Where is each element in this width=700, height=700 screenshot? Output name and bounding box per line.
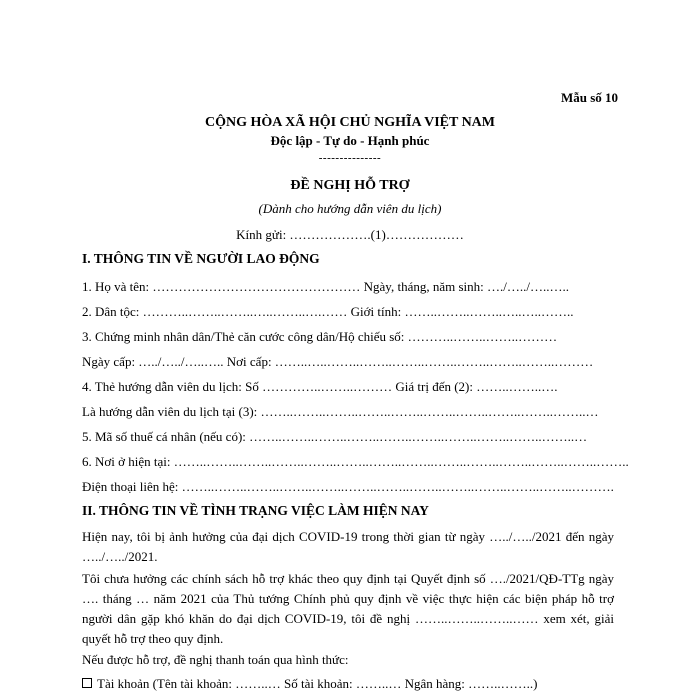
field-id-document: 3. Chứng minh nhân dân/Thẻ căn cước công dân/Hộ chiếu số: ………..……..……..……… (82, 329, 558, 344)
field-residence: 6. Nơi ở hiện tại: ……..……..……..……..……..……..……..……..……..……..……..……..……..…….. (82, 454, 629, 469)
field-issue-date-place: Ngày cấp: …../…../…..….. Nơi cấp: ……..…..……..……..……..……..……..……..……..……… (82, 354, 594, 369)
national-title: CỘNG HÒA XÃ HỘI CHỦ NGHĨA VIỆT NAM (204, 115, 495, 130)
form-number: Mẫu số 10 (560, 90, 618, 105)
field-phone: Điện thoại liên hệ: ……..……..……..……..……..……..……..……..……..……..……..……..………. (82, 479, 614, 494)
bank-account-checkbox[interactable] (82, 678, 92, 688)
bank-account-label: Tài khoản (Tên tài khoản: ……..… Số tài khoản: ……..… Ngân hàng: ……..……..) (97, 676, 538, 691)
support-request-paragraph: Tôi chưa hưởng các chính sách hỗ trợ khác theo quy định tại Quyết định số …./2021/QĐ-TTg ngày …. tháng … năm 2021 của Thủ tướng Chính phủ quy định về việc thực hiện các biện pháp hỗ trợ người dân gặp khó khăn do đại dịch COVID-19, tôi đề nghị ……..……..……..…… xem xét, giải quyết hỗ trợ theo quy định. (82, 571, 614, 646)
field-name-dob: 1. Họ và tên: ………………………………………… Ngày, tháng, năm sinh: …./…../…..….. (82, 279, 569, 294)
covid-impact-paragraph: Hiện nay, tôi bị ảnh hưởng của đại dịch COVID-19 trong thời gian từ ngày …../…../2021 đến ngày …../…../2021. (82, 529, 614, 564)
header-rule: --------------- (318, 152, 382, 164)
bank-account-option[interactable] (82, 676, 537, 692)
field-guide-card: 4. Thẻ hướng dẫn viên du lịch: Số …………..……..……… Giá trị đến (2): ……..……..…. (82, 379, 558, 394)
national-motto: Độc lập - Tự do - Hạnh phúc (270, 133, 430, 148)
document-subtitle: (Dành cho hướng dẫn viên du lịch) (258, 201, 442, 216)
field-guide-location: Là hướng dẫn viên du lịch tại (3): ……..……..……..……..……..……..……..……..……..……..… (82, 404, 599, 419)
section-1-heading: I. THÔNG TIN VỀ NGƯỜI LAO ĐỘNG (82, 251, 320, 266)
field-ethnicity-gender: 2. Dân tộc: ………..……..……..…..……..….…… Giới tính: ……..……..……..…..…..…….. (82, 304, 574, 319)
document-title: ĐỀ NGHỊ HỖ TRỢ (290, 178, 410, 193)
payment-method-intro: Nếu được hỗ trợ, đề nghị thanh toán qua hình thức: (82, 652, 349, 667)
field-tax-code: 5. Mã số thuế cá nhân (nếu có): ……..……..……..……..……..……..……..……..……..……..… (82, 429, 588, 444)
recipient-line: Kính gửi: ……………….(1)……………… (236, 227, 464, 242)
section-2-heading: II. THÔNG TIN VỀ TÌNH TRẠNG VIỆC LÀM HIỆN NAY (82, 503, 429, 518)
